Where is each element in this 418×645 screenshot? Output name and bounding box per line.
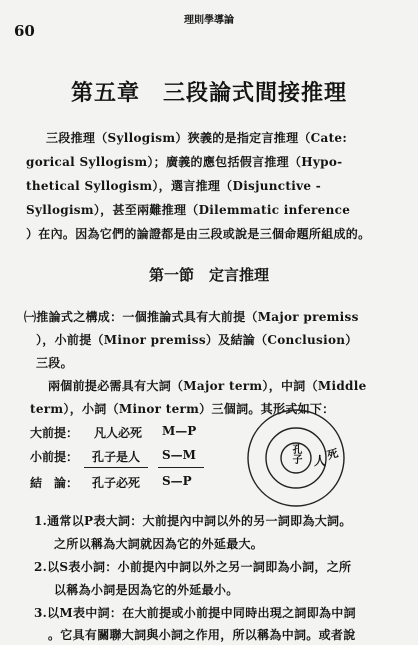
note-line: 。它具有關聯大詞與小詞之作用，所以稱為中詞。或者說 — [48, 628, 356, 642]
note-line: 2.以S表小詞：小前提內中詞以外之另一詞即為小詞，之所 — [34, 560, 352, 574]
major-premise-sentence: 凡人必死 — [94, 426, 143, 440]
minor-premise-form: S—M — [162, 448, 196, 462]
running-header: 理則學導論 — [184, 15, 234, 26]
note-line: 3.以M表中詞：在大前提或小前提中同時出現之詞即為中詞 — [34, 606, 356, 620]
middle-label: 人 — [314, 454, 327, 468]
intro-line: ）在內。因為它們的論證都是由三段或說是三個命題所組成的。 — [26, 227, 371, 241]
section-title: 第一節 定言推理 — [148, 266, 269, 284]
conclusion-rule — [158, 467, 204, 468]
page-number: 60 — [14, 22, 35, 40]
intro-line: gorical Syllogism）；廣義的應包括假言推理（Hypo- — [26, 155, 343, 169]
conclusion-rule — [84, 467, 148, 468]
note-line: 1.通常以P表大詞：大前提內中詞以外的另一詞即為大詞。 — [34, 514, 352, 528]
conclusion-sentence: 孔子必死 — [92, 476, 141, 490]
intro-line: thetical Syllogism），選言推理（Disjunctive - — [26, 179, 322, 193]
major-premise-label: 大前提： — [30, 426, 79, 440]
euler-diagram — [236, 403, 366, 513]
intro-line: 三段推理（Syllogism）狹義的是指定言推理（Cate: — [46, 131, 348, 145]
intro-line: Syllogism），甚至兩難推理（Dilemmatic inference — [26, 203, 351, 217]
minor-premise-sentence: 孔子是人 — [92, 450, 141, 464]
structure-line: ），小前提（Minor premiss）及結論（Conclusion） — [36, 333, 358, 347]
minor-premise-label: 小前提： — [30, 450, 79, 464]
note-line: 之所以稱為大詞就因為它的外延最大。 — [54, 537, 264, 551]
conclusion-form: S—P — [162, 474, 192, 488]
major-premise-form: M—P — [162, 424, 197, 438]
terms-line: term），小詞（Minor term）三個詞。其形式如下： — [30, 402, 335, 416]
structure-line: ㈠推論式之構成：一個推論式具有大前提（Major premiss — [24, 310, 359, 324]
terms-line: 兩個前提必需具有大詞（Major term），中詞（Middle — [48, 379, 367, 393]
note-line: 以稱為小詞是因為它的外延最小。 — [54, 583, 239, 597]
outer-label: 死 — [325, 446, 340, 463]
inner-label: 孔子 — [290, 444, 301, 464]
structure-line: 三段。 — [36, 356, 73, 370]
chapter-title: 第五章 三段論式間接推理 — [70, 80, 347, 106]
conclusion-label: 結 論： — [30, 476, 79, 490]
